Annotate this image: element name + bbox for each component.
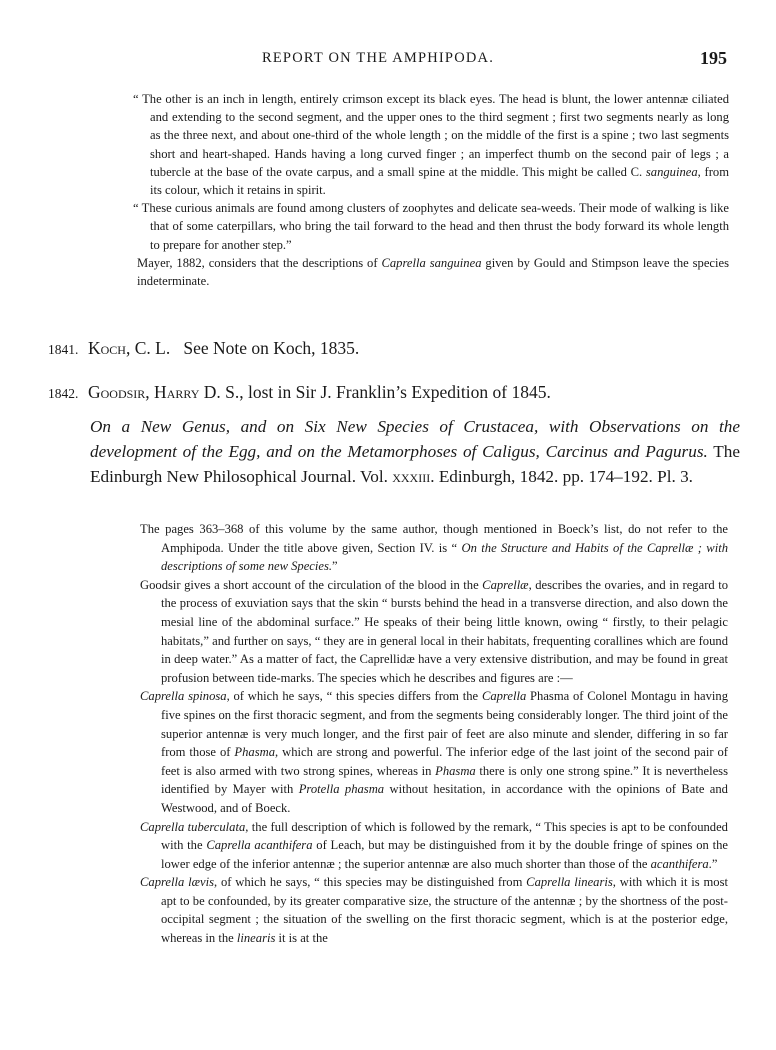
species-paragraph: Caprella lævis, of which he says, “ this species may be distinguished from Caprella linearis, with which it is most apt to be confounded, by its greater comparative size, the structure of the antennæ ; by the shortness of the post-occipital segment ; the situation of the swelling on the first thoracic segment, which is at the posterior edge, whereas in the linearis it is at the	[140, 875, 729, 946]
journal-name: The Edinburgh New Philosophical Journal. Vol.	[90, 442, 740, 486]
species-paragraph: Caprella spinosa, of which he says, “ this species differs from the Caprella Phasma of Colonel Montagu in having five spines on the first thoracic segment, and from the segments being considerably longer. The third joint of the superior antennæ is very much longer, and the first pair of feet are also minute and slender, differing in so far from those of Phasma, which are strong and powerful. The inferior edge of the last joint of the second pair of feet is also armed with two strong spines, whereas in Phasma there is only one strong spine.” It is nevertheless identified by Mayer with Protella phasma without hesitation, in accordance with the opinions of Bate and Westwood, and of Boeck.	[140, 689, 729, 815]
entry-text: See Note on Koch, 1835.	[183, 338, 360, 358]
running-head: REPORT ON THE AMPHIPODA.	[262, 50, 495, 66]
quote-block	[133, 90, 729, 290]
publication-title: On a New Genus, and on Six New Species of Crustacea, with Observations on the development of the Egg, and on the Metamorphoses of Caligus, Carcinus and Pagurus.	[90, 417, 740, 461]
quote-paragraph: “ The other is an inch in length, entirely crimson except its black eyes. The head is blunt, the lower antennæ ciliated and extending to the second segment, and the upper ones to the third segment ; first two segments nearly as long as the three next, and about one-third of the whole length ; on the middle of the first is a spine ; two last segments short and heart-shaped. Hands having a long curved finger ; an imperfect thumb on the second pair of legs ; a tubercle at the base of the ovate carpus, and a small spine at the middle. This might be called C. sanguinea, from its colour, which it retains in spirit.	[133, 92, 729, 198]
entry-text: , lost in Sir J. Franklin’s Expedition of 1845.	[239, 382, 551, 402]
commentary-paragraph: The pages 363–368 of this volume by the same author, though mentioned in Boeck’s list, do not refer to the Amphipoda. Under the title above given, Section IV. is “ On the Structure and Habits of the Caprellæ ; with descriptions of some new Species.”	[140, 522, 728, 574]
publication-citation	[90, 414, 740, 489]
entry-year: 1841.	[48, 342, 79, 357]
quote-paragraph: “ These curious animals are found among clusters of zoophytes and delicate sea-weeds. Their mode of walking is like that of some caterpillars, who bring the tail forward to the head and then thrust the body forward its whole length to prepare for another step.”	[133, 201, 729, 252]
bibliography-entry-1841	[48, 336, 738, 362]
entry-author: Goodsir, Harry D. S.	[88, 382, 240, 402]
species-name: sanguinea	[645, 164, 698, 179]
commentary-paragraph: Goodsir gives a short account of the circulation of the blood in the Caprellæ, describes the ovaries, and in regard to the process of exuviation says that the skin “ bursts behind the head in a transverse direction, and also down the mesial line of the abdominal surface.” He speaks of their being little known, owing “ firstly, to their pelagic habitats,” and further on says, “ they are in general local in their habitats, frequenting corallines which are found in deep water.” As a matter of fact, the Caprellidæ have a very extensive distribution, and may be found in great profusion between tide-marks. The species which he describes and figures are :—	[140, 577, 728, 685]
species-name: Caprella sanguinea	[381, 255, 482, 270]
entry-author: Koch, C. L.	[88, 338, 171, 358]
mayer-note: Mayer, 1882, considers that the descriptions of Caprella sanguinea given by Gould and Stimpson leave the species indeterminate.	[137, 255, 730, 289]
commentary-block	[140, 520, 728, 948]
volume-number: xxxiii	[392, 467, 431, 486]
entry-year: 1842.	[48, 386, 79, 401]
page-header	[0, 48, 776, 72]
species-paragraph: Caprella tuberculata, the full description of which is followed by the remark, “ This species is apt to be confounded with the Caprella acanthifera of Leach, but may be distinguished from it by the double fringe of spines on the lower edge of the inferior antennæ ; the superior antennæ are also much shorter than those of the acanthifera.”	[140, 819, 728, 871]
bibliography-entry-1842	[48, 380, 738, 406]
publication-details: . Edinburgh, 1842. pp. 174–192. Pl. 3.	[430, 467, 693, 486]
page-number: 195	[700, 48, 727, 68]
